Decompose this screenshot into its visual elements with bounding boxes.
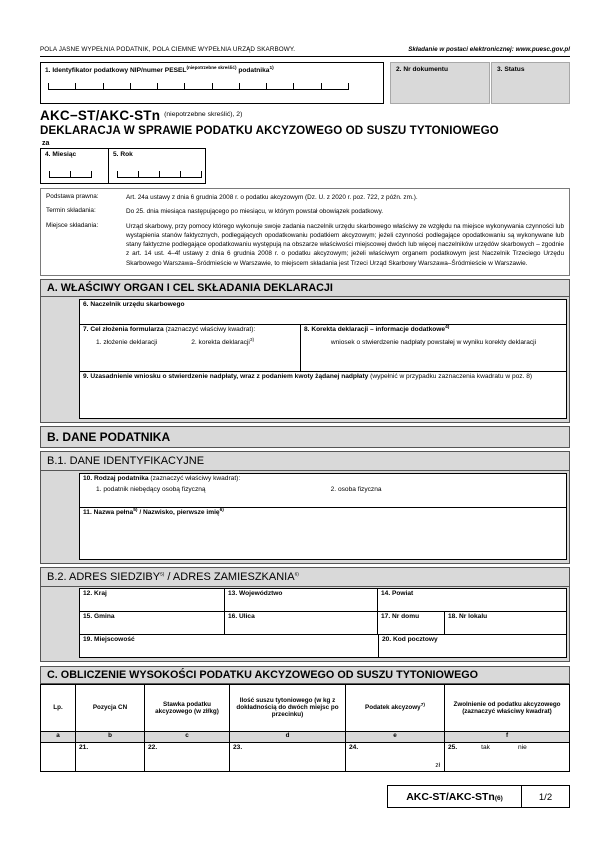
nip-label: 1. Identyfikator podatkowy NIP/numer PESEL	[45, 67, 187, 75]
field-7-cel-zlozenia	[79, 324, 301, 372]
field-22-stawka-input[interactable]: 22.	[145, 742, 230, 771]
section-b-header: B. DANE PODATNIKA	[40, 426, 570, 448]
field-7-label	[80, 325, 300, 334]
nip-field-label	[45, 65, 379, 74]
month-field[interactable]	[41, 149, 109, 183]
status-label: 3. Status	[497, 66, 525, 73]
year-label: 5. Rok	[113, 151, 133, 158]
field-14-label: 14. Powiat	[381, 589, 414, 597]
field-9-label	[80, 372, 566, 381]
field-25-inner	[448, 744, 566, 751]
address-row-2	[79, 611, 567, 635]
legal-label-podstawa: Podstawa prawna:	[46, 193, 99, 200]
column-header-zwolnienie: Zwolnienie od podatku akcyzowego (zaznaczyć właściwy kwadrat)	[445, 684, 570, 731]
field-23-ilosc-input[interactable]: 23.	[230, 742, 346, 771]
document-number-field	[390, 62, 490, 104]
table-data-row	[41, 742, 570, 771]
letter-e: e	[346, 731, 445, 742]
footer-page-number: 1/2	[538, 791, 553, 803]
field-15-gmina-input[interactable]	[79, 611, 225, 635]
nip-footnote: 1)	[269, 66, 274, 71]
address-row-1	[79, 588, 567, 612]
period-prefix: za	[42, 140, 50, 147]
top-rule	[40, 56, 570, 57]
field-11-nazwa-input[interactable]	[79, 507, 567, 560]
legal-text-termin: Do 25. dnia miesiąca następującego po miesiącu, w którym powstał obowiązek podatkowy.	[126, 208, 384, 216]
field-24-number: 24.	[349, 743, 359, 751]
field-18-label: 18. Nr lokalu	[448, 612, 488, 620]
column-header-lp: Lp.	[41, 684, 76, 731]
field-12-label: 12. Kraj	[83, 589, 107, 597]
year-input-ruler[interactable]	[117, 171, 201, 178]
letter-d: d	[230, 731, 346, 742]
fields-7-8-row	[79, 324, 567, 372]
period-box	[40, 148, 206, 184]
field-7-option-zlozenie[interactable]: 1. złożenie deklaracji	[96, 338, 158, 346]
letter-a: a	[41, 731, 76, 742]
field-11-label-text2: / Nazwisko, pierwsze imię	[137, 508, 220, 516]
form-code-title	[40, 108, 570, 123]
section-a-header: A. WŁAŚCIWY ORGAN I CEL SKŁADANIA DEKLARACJI	[40, 279, 570, 297]
fill-instruction: POLA JASNE WYPEŁNIA PODATNIK, POLA CIEMNE WYPEŁNIA URZĄD SKARBOWY.	[40, 46, 296, 53]
legal-row-termin	[46, 207, 564, 216]
field-10-note: (zaznaczyć właściwy kwadrat):	[150, 474, 241, 482]
form-title: DEKLARACJA W SPRAWIE PODATKU AKCYZOWEGO OD SUSZU TYTONIOWEGO	[40, 124, 499, 137]
field-7-note: (zaznaczyć właściwy kwadrat):	[165, 325, 256, 333]
field-15-label: 15. Gmina	[83, 612, 115, 620]
field-24-podatek-input[interactable]	[346, 742, 445, 771]
field-7-option-korekta[interactable]	[191, 339, 254, 346]
footer-form-code-text: AKC-ST/AKC-STn	[406, 790, 495, 803]
year-field[interactable]	[109, 149, 205, 183]
address-row-3	[79, 634, 567, 658]
section-b2-title-part2: / ADRES ZAMIESZKANIA	[164, 570, 295, 583]
section-b2-footnote-5: 5)	[160, 572, 165, 578]
field-20-kod-pocztowy-input[interactable]	[378, 634, 567, 658]
field-11-label-text: 11. Nazwa pełna	[83, 508, 134, 516]
form-code-note: (niepotrzebne skreślić), 2)	[164, 111, 243, 118]
field-8-footnote: 4)	[445, 324, 450, 330]
header-fields-row	[40, 62, 570, 104]
letter-c: c	[145, 731, 230, 742]
section-c-header: C. OBLICZENIE WYSOKOŚCI PODATKU AKCYZOWEGO OD SUSZU TYTONIOWEGO	[40, 666, 570, 684]
form-code: AKC−ST/AKC-STn	[40, 108, 161, 123]
column-header-ilosc: Ilość suszu tytoniowego (w kg z dokładnością do dwóch miejsc po przecinku)	[230, 684, 346, 731]
field-13-wojewodztwo-input[interactable]	[224, 588, 378, 612]
field-10-rodzaj-podatnika	[79, 473, 567, 508]
field-10-option-fizyczna[interactable]: 2. osoba fizyczna	[330, 485, 382, 493]
field-19-miejscowosc-input[interactable]	[79, 634, 379, 658]
nip-input-ruler[interactable]	[48, 83, 348, 90]
table-header-row	[41, 684, 570, 731]
legal-label-miejsce: Miejsce składania:	[46, 221, 99, 229]
field-11-label	[80, 508, 566, 517]
field-7-options	[80, 339, 300, 346]
field-10-option-niefizyczna[interactable]: 1. podatnik niebędący osobą fizyczną	[96, 485, 206, 493]
section-b2-footnote-6: 6)	[294, 572, 299, 578]
table-letter-row	[41, 731, 570, 742]
field-16-ulica-input[interactable]	[224, 611, 378, 635]
field-25-number: 25.	[448, 743, 458, 751]
nip-suffix: podatnika	[236, 67, 270, 75]
month-input-ruler[interactable]	[49, 171, 91, 178]
field-9-label-text: 9. Uzasadnienie wniosku o stwierdzenie nadpłaty, wraz z podaniem kwoty żądanej nadpłaty	[83, 372, 371, 380]
field-21-pozycja-cn-input[interactable]: 21.	[76, 742, 145, 771]
month-label: 4. Miesiąc	[45, 151, 77, 158]
field-14-powiat-input[interactable]	[377, 588, 567, 612]
field-10-label-text: 10. Rodzaj podatnika	[83, 474, 151, 482]
field-17-nr-domu-input[interactable]	[377, 611, 445, 635]
field-12-kraj-input[interactable]	[79, 588, 225, 612]
section-b2-header	[40, 567, 570, 587]
letter-f: f	[445, 731, 570, 742]
column-header-podatek-text: Podatek akcyzowy	[365, 704, 421, 712]
footer-box	[387, 785, 570, 808]
column-header-pozycja-cn: Pozycja CN	[76, 684, 145, 731]
status-field	[491, 62, 570, 104]
legal-info-box	[40, 188, 570, 276]
footer-form-code	[388, 786, 522, 807]
field-8-option-wniosek[interactable]: wniosek o stwierdzenie nadpłaty powstałej w wyniku korekty deklaracji	[330, 338, 537, 346]
field-19-label: 19. Miejscowość	[83, 635, 135, 643]
field-10-label	[80, 474, 566, 483]
form-sheet	[40, 46, 570, 808]
field-17-label: 17. Nr domu	[381, 612, 420, 620]
field-13-label: 13. Województwo	[228, 589, 283, 597]
field-25-option-nie[interactable]: nie	[517, 743, 527, 751]
field-20-label: 20. Kod pocztowy	[382, 635, 438, 643]
field-9-uzasadnienie-input[interactable]	[79, 371, 567, 419]
field-11-footnote-5: 5)	[133, 507, 138, 513]
nip-strike-note: (niepotrzebne skreślić)	[186, 65, 237, 70]
section-b1-panel	[40, 471, 570, 564]
column-header-stawka: Stawka podatku akcyzowego (w zł/kg)	[145, 684, 230, 731]
field-9-note: (wypełnić w przypadku zaznaczenia kwadratu w poz. 8)	[370, 372, 533, 380]
document-number-label: 2. Nr dokumentu	[396, 66, 449, 73]
field-25-zwolnienie	[445, 742, 570, 771]
column-header-podatek-footnote: 7)	[420, 703, 425, 709]
field-8-label	[301, 325, 566, 334]
field-7-option-korekta-text: 2. korekta deklaracji	[191, 338, 250, 346]
field-18-nr-lokalu-input[interactable]	[444, 611, 567, 635]
legal-text-miejsce: Urząd skarbowy, przy pomocy którego wykonuje swoje zadania naczelnik urzędu skarbowego właściwy ze względu na miejsce wykonywania czynności lub wystąpienia stanów faktycznych, podlegających opodatkowaniu podatkiem akcyzowym; jeżeli czynności podlegające opodatkowaniu są wykonywane lub stany faktyczne podlegające opodatkowaniu występują na obszarze właściwości miejscowej dwóch lub więcej naczelników urzędów skarbowych – zgodnie z art. 14 ust. 4–4f ustawy z dnia 6 grudnia 2008 r. o podatku akcyzowym; jeżeli właściwym organem podatkowym jest Naczelnik Trzeciego Urzędu Skarbowego Warszawa–Śródmieście w Warszawie, to miejscem składania jest Trzeci Urząd Skarbowy Warszawa–Śródmieście w Warszawie.	[126, 222, 564, 267]
field-10-options	[80, 486, 566, 493]
field-7-option-korekta-footnote: 3)	[249, 337, 255, 343]
field-7-label-text: 7. Cel złożenia formularza	[83, 325, 166, 333]
legal-label-termin: Termin składania:	[46, 207, 96, 215]
field-16-label: 16. Ulica	[228, 612, 255, 620]
field-8-korekta-info	[300, 324, 567, 372]
efiling-note: Składanie w postaci elektronicznej: www.puesc.gov.pl	[408, 46, 570, 53]
field-24-unit-zl: zł	[435, 761, 440, 769]
legal-row-miejsce	[46, 222, 564, 268]
section-b1-header: B.1. DANE IDENTYFIKACYJNE	[40, 451, 570, 471]
section-b2-panel	[40, 587, 570, 662]
field-8-label-text: 8. Korekta deklaracji – informacje dodatkowe	[304, 325, 446, 333]
field-25-option-tak[interactable]: tak	[481, 743, 490, 751]
field-11-footnote-6: 6)	[219, 507, 224, 513]
nip-field[interactable]	[40, 62, 384, 104]
legal-text-podstawa: Art. 24a ustawy z dnia 6 grudnia 2008 r. o podatku akcyzowym (Dz. U. z 2020 r. poz. 722, z późn. zm.).	[126, 194, 418, 201]
legal-row-podstawa	[46, 193, 564, 202]
field-6-naczelnik-input[interactable]	[79, 299, 567, 325]
cell-lp	[41, 742, 76, 771]
section-b2-title-part1: B.2. ADRES SIEDZIBY	[47, 570, 161, 583]
letter-b: b	[76, 731, 145, 742]
column-header-podatek	[346, 684, 445, 731]
tax-calculation-table	[40, 684, 570, 772]
section-a-panel	[40, 297, 570, 423]
field-6-label: 6. Naczelnik urzędu skarbowego	[83, 300, 185, 308]
top-note	[40, 46, 570, 53]
footer-form-version: (6)	[494, 794, 503, 802]
page-footer	[40, 785, 570, 808]
